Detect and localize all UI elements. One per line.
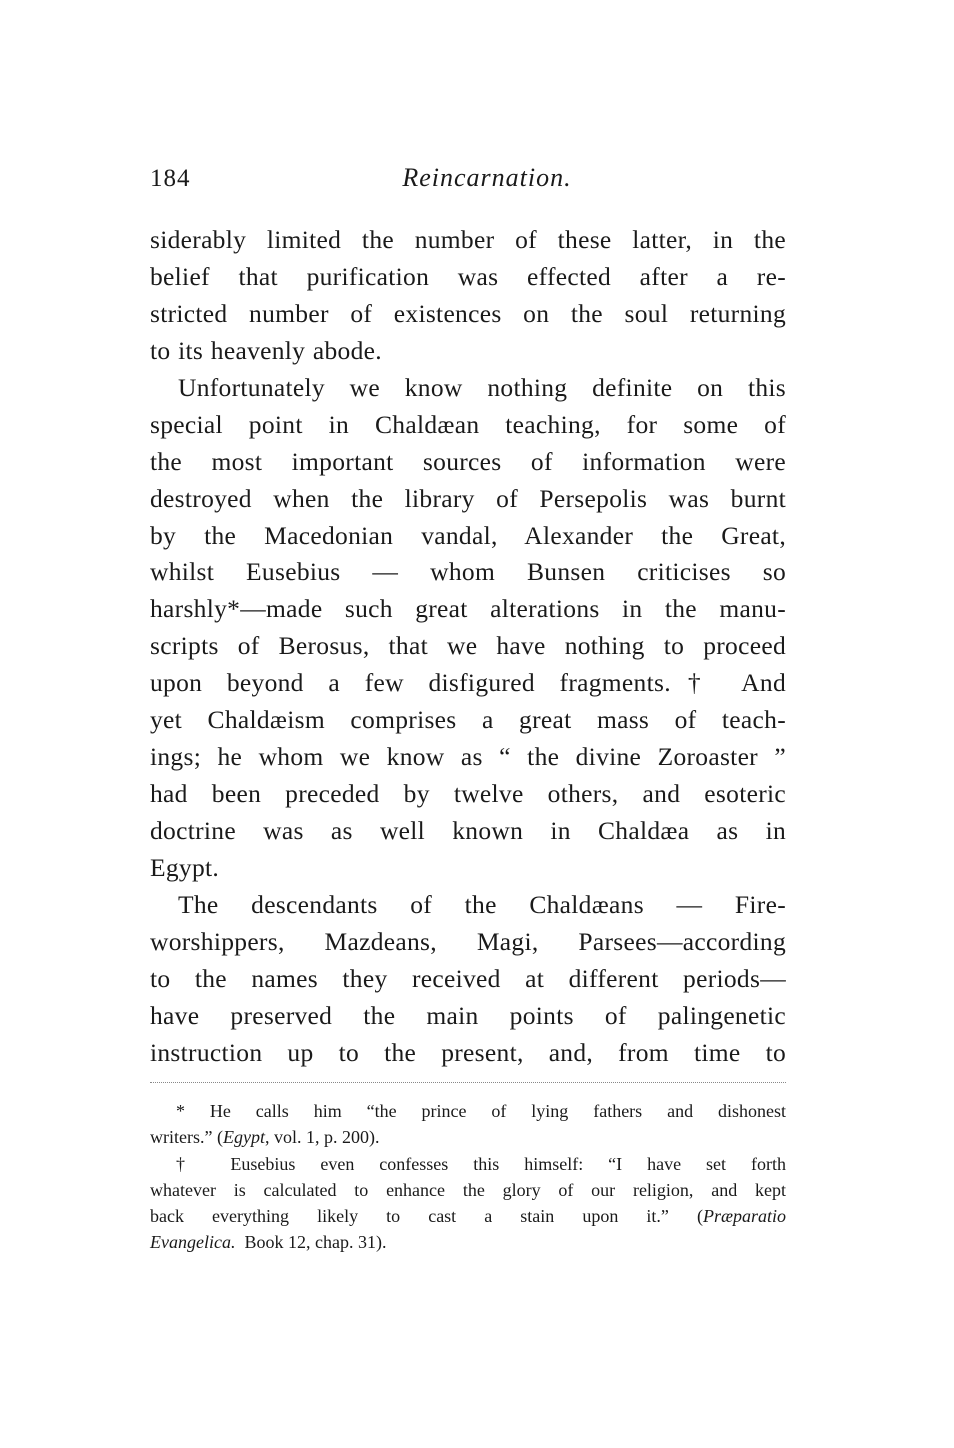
body-line: had been preceded by twelve others, and esoteric [150,779,786,809]
footnote-line [150,1124,786,1150]
footnote-text: * He calls him “the prince of lying fathers and dishonest [176,1101,786,1121]
body-line: to its heavenly abode. [150,335,382,365]
body-line: belief that purification was effected after a re- [150,261,786,291]
page-number: 184 [150,165,191,192]
body-line: have preserved the main points of palingenetic [150,1000,786,1030]
footnote-text: Book 12, chap. 31). [235,1232,387,1253]
body-line: instruction up to the present, and, from time to [150,1037,786,1067]
footnote-line [150,1229,786,1255]
body-line: ings; he whom we know as “ the divine Zoroaster ” [150,742,786,772]
body-line: Unfortunately we know nothing definite on this [178,372,786,402]
footnote-line [150,1177,786,1203]
body-line: worshippers, Mazdeans, Magi, Parsees—according [150,926,786,956]
body-line: destroyed when the library of Persepolis was burnt [150,483,786,513]
body-line: special point in Chaldæan teaching, for some of [150,409,786,439]
footnote-text: writers.” ( [150,1127,223,1148]
footnote-italic-title: Evangelica. [150,1232,236,1253]
footnote-line [150,1098,786,1124]
body-text [150,222,786,1072]
body-line: Egypt. [150,852,220,882]
body-line: upon beyond a few disfigured fragments.† And [150,668,786,698]
body-line: The descendants of the Chaldæans — Fire- [178,889,786,919]
body-line: scripts of Berosus, that we have nothing to proceed [150,631,786,661]
body-line: doctrine was as well known in Chaldæa as in [150,816,786,845]
footnotes [150,1098,786,1256]
running-title: Reincarnation. [402,163,572,192]
footnote-separator [150,1082,786,1083]
footnote-line [150,1203,786,1229]
body-line: harshly*—made such great alterations in the manu- [150,594,786,624]
body-line: yet Chaldæism comprises a great mass of teach- [150,705,786,735]
body-line: whilst Eusebius — whom Bunsen criticises so [150,557,786,587]
footnote-italic-title: Præparatio [702,1206,786,1227]
footnote-line [150,1151,786,1177]
footnote-italic-title: Egypt [222,1127,265,1148]
footnote-text: whatever is calculated to enhance the glory of our religion, and kept [150,1179,786,1200]
body-line: the most important sources of information were [150,446,786,476]
body-line: siderably limited the number of these latter, in the [150,225,786,254]
footnote-text: back everything likely to cast a stain upon it.” ( [150,1206,703,1227]
footnote-text: † Eusebius even confesses this himself: “I have set forth [176,1153,786,1174]
body-line: by the Macedonian vandal, Alexander the Great, [150,520,786,550]
body-line: to the names they received at different periods— [150,963,786,993]
footnote-text: , vol. 1, p. 200). [264,1127,380,1148]
body-line: stricted number of existences on the soul returning [150,298,786,328]
